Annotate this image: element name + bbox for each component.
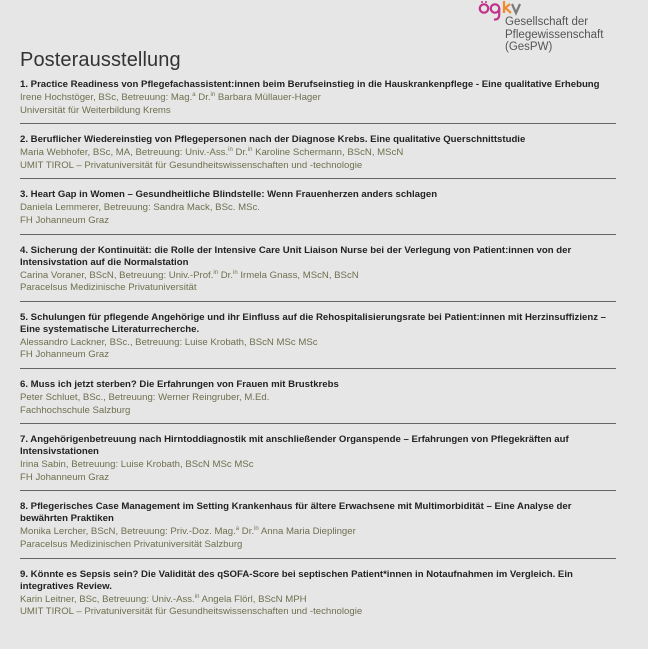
poster-title: 1. Practice Readiness von Pflegefachassistent:innen beim Berufseinstieg in die Hauskrankenpflege - Eine qualitative Erhebung (20, 79, 600, 90)
poster-institution: Paracelsus Medizinische Privatuniversität (20, 282, 197, 294)
poster-author: Peter Schluet, BSc., Betreuung: Werner Reingruber, M.Ed. (20, 391, 270, 403)
poster-title: 4. Sicherung der Kontinuität: die Rolle der Intensive Care Unit Liaison Nurse bei der Verlegung von Patient:innen von der Intensivstation auf die Normalstation (20, 244, 572, 268)
poster-title: 8. Pflegerisches Case Management im Setting Krankenhaus für ältere Erwachsene mit Multimorbidität – Eine Analyse der bewährten Praktiken (20, 501, 572, 525)
poster-author: Monika Lercher, BScN, Betreuung: Priv.-Doz. Mag.$^a$ Dr.$^{in}$ Anna Maria Dieplinger (20, 526, 356, 538)
poster-institution: UMIT TIROL – Privatuniversität für Gesundheitswissenschaften und -technologie (20, 159, 363, 171)
logo-line: Pflegewissenschaft (505, 28, 604, 41)
poster-institution: Universität für Weiterbildung Krems (20, 104, 171, 116)
poster-title: 2. Beruflicher Wiedereinstieg von Pflegepersonen nach der Diagnose Krebs. Eine qualitative Querschnittstudie (20, 134, 526, 146)
poster-title: 7. Angehörigenbetreuung nach Hirntoddiagnostik mit anschließender Organspende – Erfahrungen von Pflegekräften auf Intensivstationen (20, 434, 569, 458)
poster-author: Irene Hochstöger, BSc, Betreuung: Mag.$^a$ Dr.$^{in}$ Barbara Müllauer-Hager (20, 91, 321, 103)
poster-title: 5. Schulungen für pflegende Angehörige und ihr Einfluss auf die Rehospitalisierungsrate bei Patient:innen mit Herzinsuffizienz – Eine systematische Literaturrecherche. (20, 311, 606, 335)
gespw-logo (478, 0, 648, 58)
page-title: Posterausstellung (20, 49, 181, 72)
poster-entry (20, 434, 616, 491)
poster-author: Daniela Lemmerer, Betreuung: Sandra Mack, BSc. MSc. (20, 202, 260, 214)
poster-entry (20, 312, 616, 369)
poster-author: Karin Leitner, BSc, Betreuung: Univ.-Ass.$^{in}$ Angela Flörl, BScN MPH (20, 593, 307, 605)
poster-institution: FH Johanneum Graz (20, 214, 110, 226)
poster-title: 9. Könnte es Sepsis sein? Die Validität des qSOFA-Score bei septischen Patient*innen in Notaufnahmen im Vergleich. Ein integratives Review. (20, 568, 573, 592)
poster-author: Alessandro Lackner, BSc., Betreuung: Luise Krobath, BScN MSc MSc (20, 336, 318, 348)
poster-entry (20, 134, 616, 179)
poster-author: Irina Sabin, Betreuung: Luise Krobath, BScN MSc MSc (20, 459, 254, 471)
poster-entry (20, 79, 616, 124)
poster-institution: UMIT TIROL – Privatuniversität für Gesundheitswissenschaften und -technologie (20, 606, 363, 618)
poster-author: Maria Webhofer, BSc, MA, Betreuung: Univ.-Ass.$^{in}$ Dr.$^{in}$ Karoline Schermann, BScN, MScN (20, 147, 404, 159)
poster-list (20, 79, 616, 635)
poster-institution: FH Johanneum Graz (20, 471, 110, 483)
poster-institution: FH Johanneum Graz (20, 349, 110, 361)
poster-author: Carina Voraner, BScN, Betreuung: Univ.-Prof.$^{in}$ Dr.$^{in}$ Irmela Gnass, MScN, BScN (20, 269, 359, 281)
poster-entry (20, 189, 616, 234)
poster-institution: Paracelsus Medizinischen Privatuniversität Salzburg (20, 538, 243, 550)
logo-text (505, 16, 603, 54)
poster-entry (20, 245, 616, 302)
poster-title: 3. Heart Gap in Women – Gesundheitliche Blindstelle: Wenn Frauenherzen anders schlagen (20, 189, 438, 201)
logo-line: Gesellschaft der (505, 16, 589, 28)
logo-line: (GesPW) (505, 41, 553, 53)
poster-entry (20, 501, 616, 558)
poster-entry (20, 379, 616, 424)
poster-entry (20, 569, 616, 625)
poster-title: 6. Muss ich jetzt sterben? Die Erfahrungen von Frauen mit Brustkrebs (20, 378, 339, 390)
poster-institution: Fachhochschule Salzburg (20, 404, 131, 416)
